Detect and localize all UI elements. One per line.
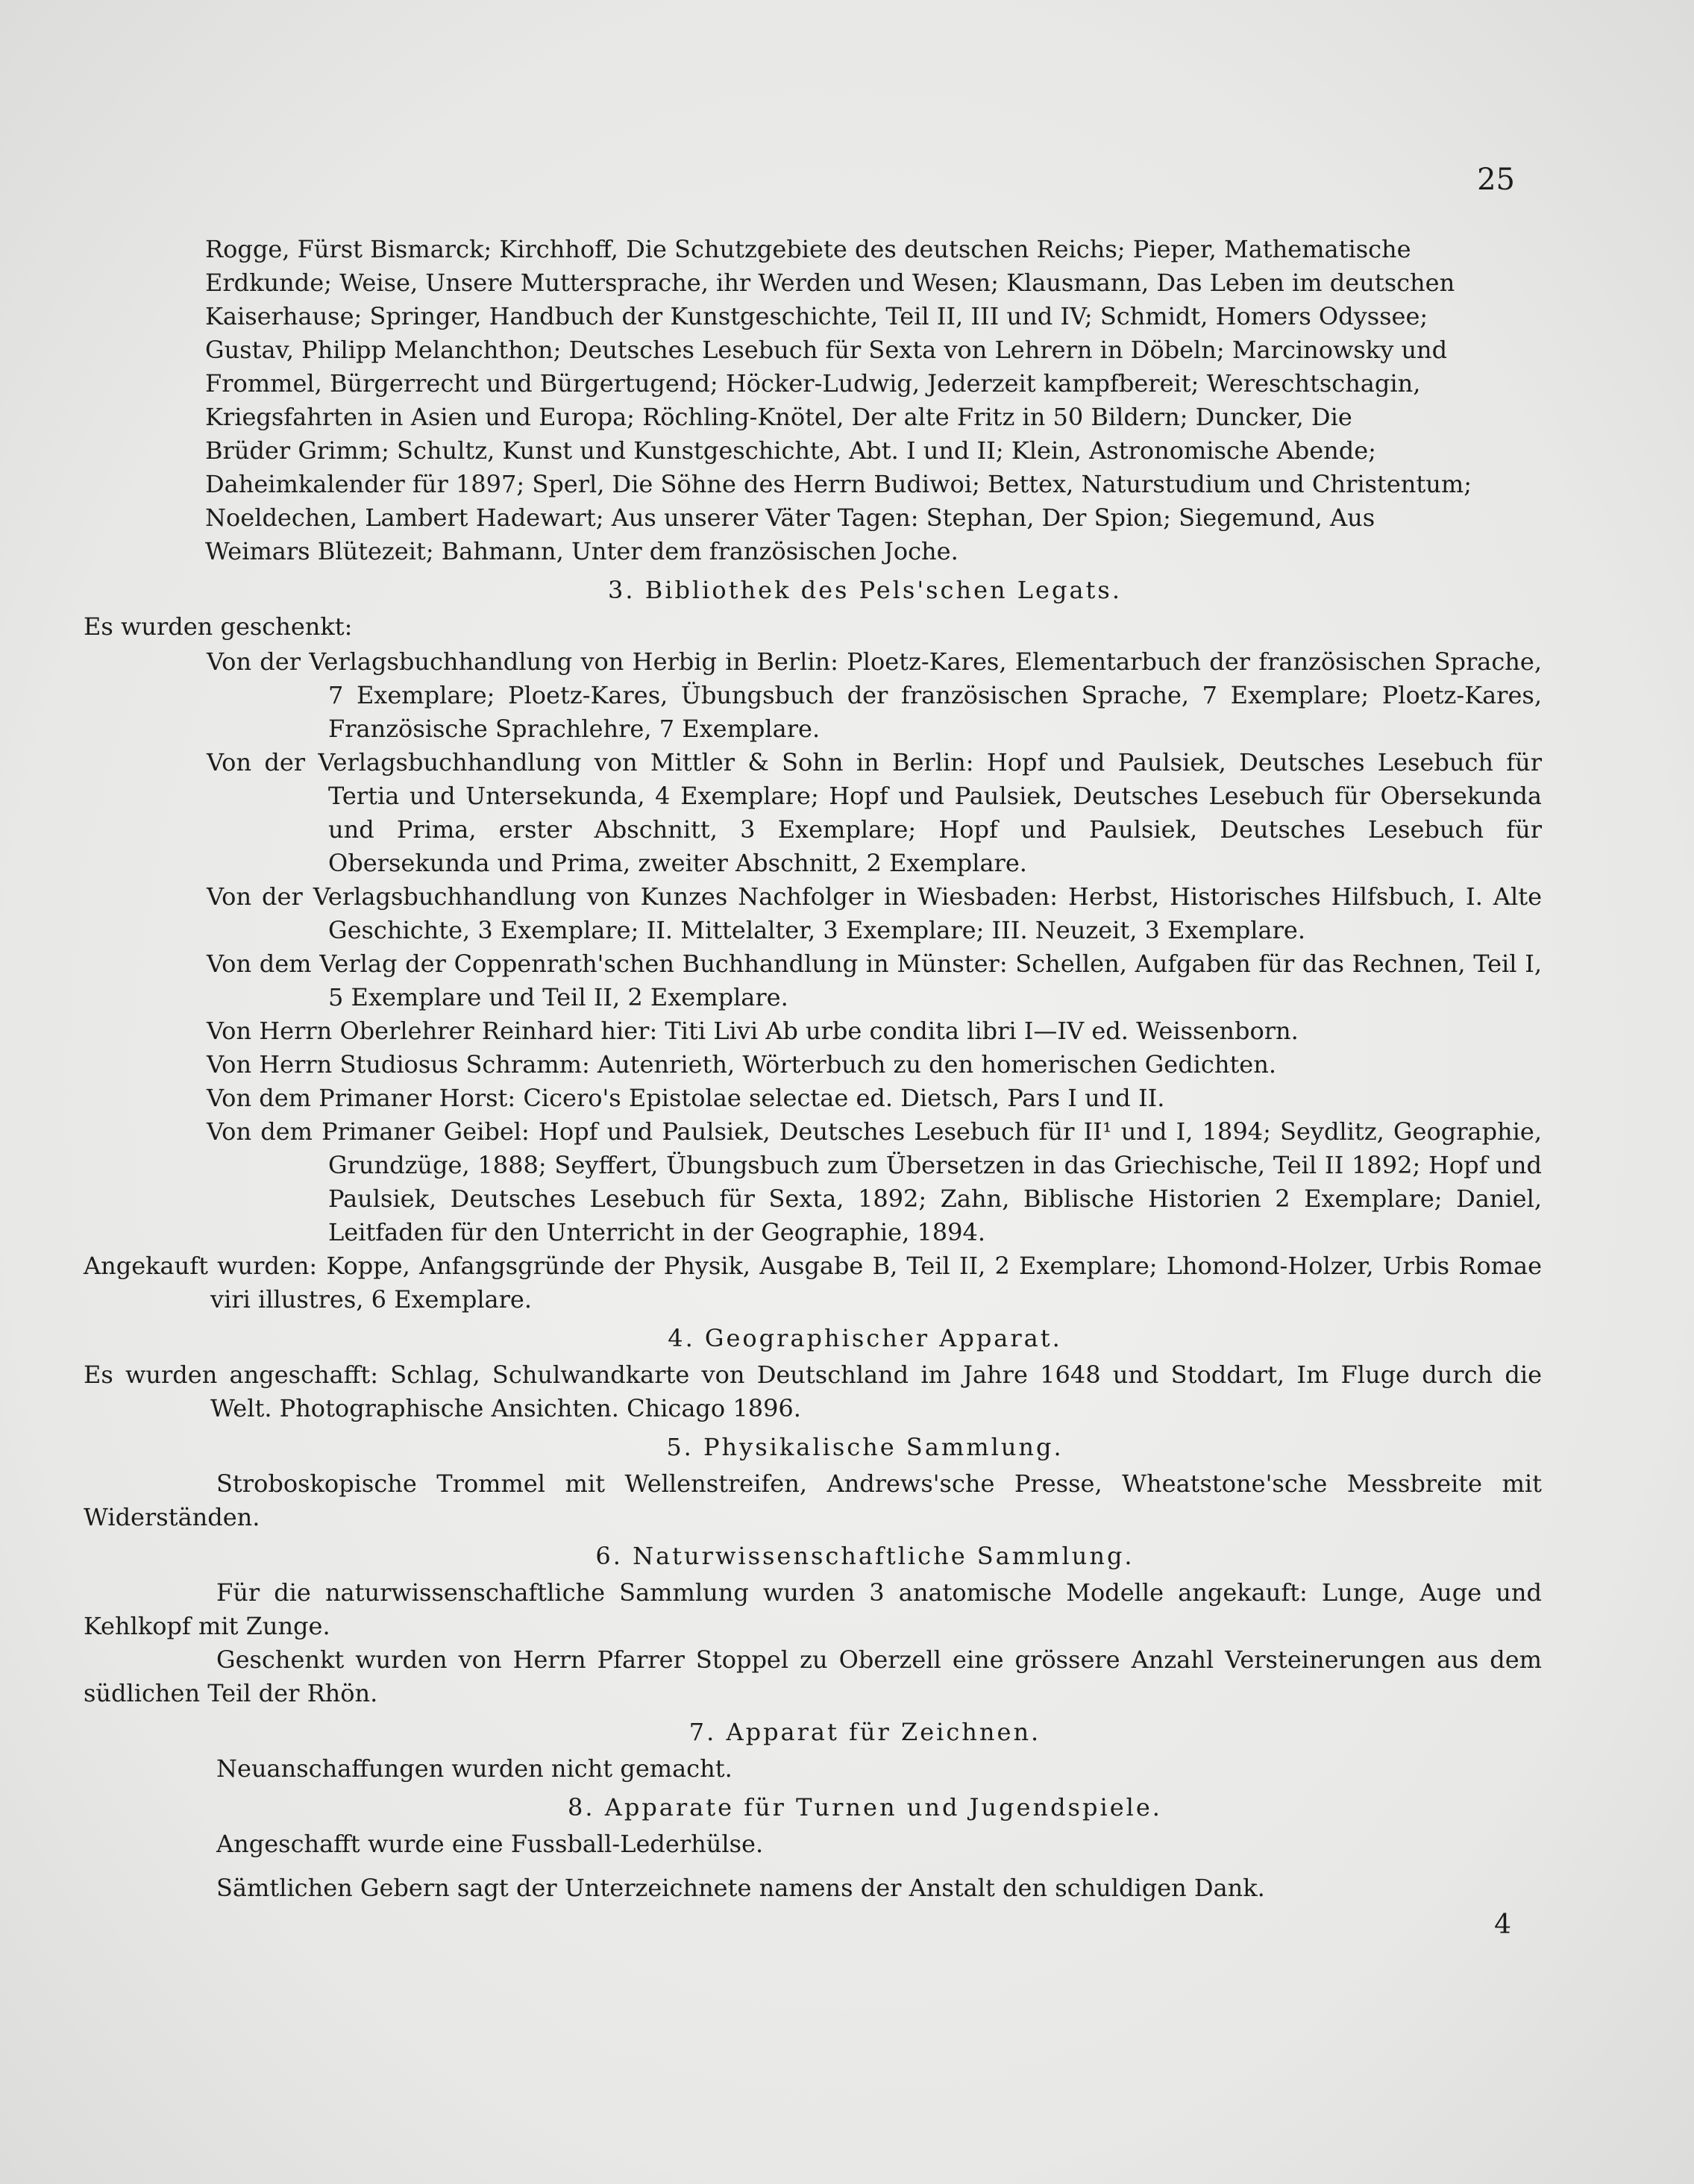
donation-entry: Von der Verlagsbuchhandlung von Kunzes Nachfolger in Wiesbaden: Herbst, Historisches Hilfsbuch, I. Alte Geschichte, 3 Exemplare; II. Mittelalter, 3 Exemplare; III. Neuzeit, 3 Exemplare. — [207, 882, 1542, 944]
intro-line: Gustav, Philipp Melanchthon; Deutsches Lesebuch für Sexta von Lehrern in Döbeln; Marcinowsky und — [205, 336, 1448, 364]
spacer — [84, 1861, 1542, 1871]
intro-paragraph — [84, 233, 1542, 568]
intro-line: Noeldechen, Lambert Hadewart; Aus unserer Väter Tagen: Stephan, Der Spion; Siegemund, Aus — [205, 503, 1375, 532]
page-number: 25 — [1477, 163, 1515, 197]
section-8-heading: 8. Apparate für Turnen und Jugendspiele. — [568, 1793, 1162, 1821]
purchased-entry: Angekauft wurden: Koppe, Anfangsgründe der Physik, Ausgabe B, Teil II, 2 Exemplare; Lhomond-Holzer, Urbis Romae viri illustres, 6 Exemplare. — [84, 1252, 1542, 1314]
section-3-label: Es wurden geschenkt: — [84, 612, 353, 641]
section-5-text: Stroboskopische Trommel mit Wellenstreifen, Andrews'sche Presse, Wheatstone'sche Messbreite mit Widerständen. — [84, 1469, 1542, 1531]
donation-entry: Von dem Primaner Geibel: Hopf und Paulsiek, Deutsches Lesebuch für II¹ und I, 1894; Seydlitz, Geographie, Grundzüge, 1888; Seyffert, Übungsbuch zum Übersetzen in das Griechische, Teil II 1892; Hopf und Paulsiek, Deutsches Lesebuch für Sexta, 1892; Zahn, Biblische Historien 2 Exemplare; Daniel, Leitfaden für den Unterricht in der Geographie, 1894. — [207, 1117, 1542, 1246]
signature-mark: 4 — [1494, 1910, 1511, 1940]
donation-entry: Von der Verlagsbuchhandlung von Mittler & Sohn in Berlin: Hopf und Paulsiek, Deutsches Lesebuch für Tertia und Untersekunda, 4 Exemplare; Hopf und Paulsiek, Deutsches Lesebuch für Obersekunda und Prima, erster Abschnitt, 3 Exemplare; Hopf und Paulsiek, Deutsches Lesebuch für Obersekunda und Prima, zweiter Abschnitt, 2 Exemplare. — [207, 748, 1542, 877]
donation-entry: Von Herrn Oberlehrer Reinhard hier: Titi Livi Ab urbe condita libri I—IV ed. Weissenborn. — [207, 1017, 1299, 1045]
donation-entry: Von Herrn Studiosus Schramm: Autenrieth, Wörterbuch zu den homerischen Gedichten. — [207, 1050, 1277, 1079]
intro-line: Rogge, Fürst Bismarck; Kirchhoff, Die Schutzgebiete des deutschen Reichs; Pieper, Mathematische — [205, 235, 1411, 263]
intro-line: Kaiserhause; Springer, Handbuch der Kunstgeschichte, Teil II, III und IV; Schmidt, Homers Odyssee; — [205, 302, 1428, 330]
intro-line: Erdkunde; Weise, Unsere Muttersprache, ihr Werden und Wesen; Klausmann, Das Leben im deutschen — [205, 269, 1455, 297]
intro-line: Brüder Grimm; Schultz, Kunst und Kunstgeschichte, Abt. I und II; Klein, Astronomische Abende; — [205, 436, 1376, 465]
donation-entry: Von dem Verlag der Coppenrath'schen Buchhandlung in Münster: Schellen, Aufgaben für das Rechnen, Teil I, 5 Exemplare und Teil II, 2 Exemplare. — [207, 950, 1542, 1011]
section-6-text: Für die naturwissenschaftliche Sammlung wurden 3 anatomische Modelle angekauft: Lunge, Auge und Kehlkopf mit Zunge. — [84, 1578, 1542, 1640]
page-content — [84, 233, 1542, 1905]
intro-line: Frommel, Bürgerrecht und Bürgertugend; Höcker-Ludwig, Jederzeit kampfbereit; Wereschtschagin, — [205, 369, 1421, 398]
section-5-heading: 5. Physikalische Sammlung. — [666, 1433, 1064, 1461]
section-4-text: Es wurden angeschafft: Schlag, Schulwandkarte von Deutschland im Jahre 1648 und Stoddart, Im Fluge durch die Welt. Photographische Ansichten. Chicago 1896. — [84, 1361, 1542, 1422]
section-3-heading: 3. Bibliothek des Pels'schen Legats. — [607, 576, 1122, 604]
section-7-text: Neuanschaffungen wurden nicht gemacht. — [216, 1754, 733, 1783]
section-4-heading: 4. Geographischer Apparat. — [668, 1324, 1062, 1352]
intro-line: Kriegsfahrten in Asien und Europa; Röchling-Knötel, Der alte Fritz in 50 Bildern; Duncker, Die — [205, 403, 1352, 431]
section-6-text: Geschenkt wurden von Herrn Pfarrer Stoppel zu Oberzell eine grössere Anzahl Versteinerungen aus dem südlichen Teil der Rhön. — [84, 1645, 1542, 1707]
intro-line: Weimars Blütezeit; Bahmann, Unter dem französischen Joche. — [205, 537, 959, 565]
section-6-heading: 6. Naturwissenschaftliche Sammlung. — [595, 1542, 1135, 1570]
section-7-heading: 7. Apparat für Zeichnen. — [688, 1718, 1041, 1746]
donation-entry: Von der Verlagsbuchhandlung von Herbig in Berlin: Ploetz-Kares, Elementarbuch der französischen Sprache, 7 Exemplare; Ploetz-Kares, Übungsbuch der französischen Sprache, 7 Exemplare; Ploetz-Kares, Französische Sprachlehre, 7 Exemplare. — [207, 647, 1542, 743]
closing-line: Sämtlichen Gebern sagt der Unterzeichnete namens der Anstalt den schuldigen Dank. — [216, 1874, 1265, 1902]
intro-line: Daheimkalender für 1897; Sperl, Die Söhne des Herrn Budiwoi; Bettex, Naturstudium und Christentum; — [205, 470, 1472, 498]
donation-entry: Von dem Primaner Horst: Cicero's Epistolae selectae ed. Dietsch, Pars I und II. — [207, 1084, 1165, 1112]
section-8-text: Angeschafft wurde eine Fussball-Lederhülse. — [216, 1830, 764, 1858]
